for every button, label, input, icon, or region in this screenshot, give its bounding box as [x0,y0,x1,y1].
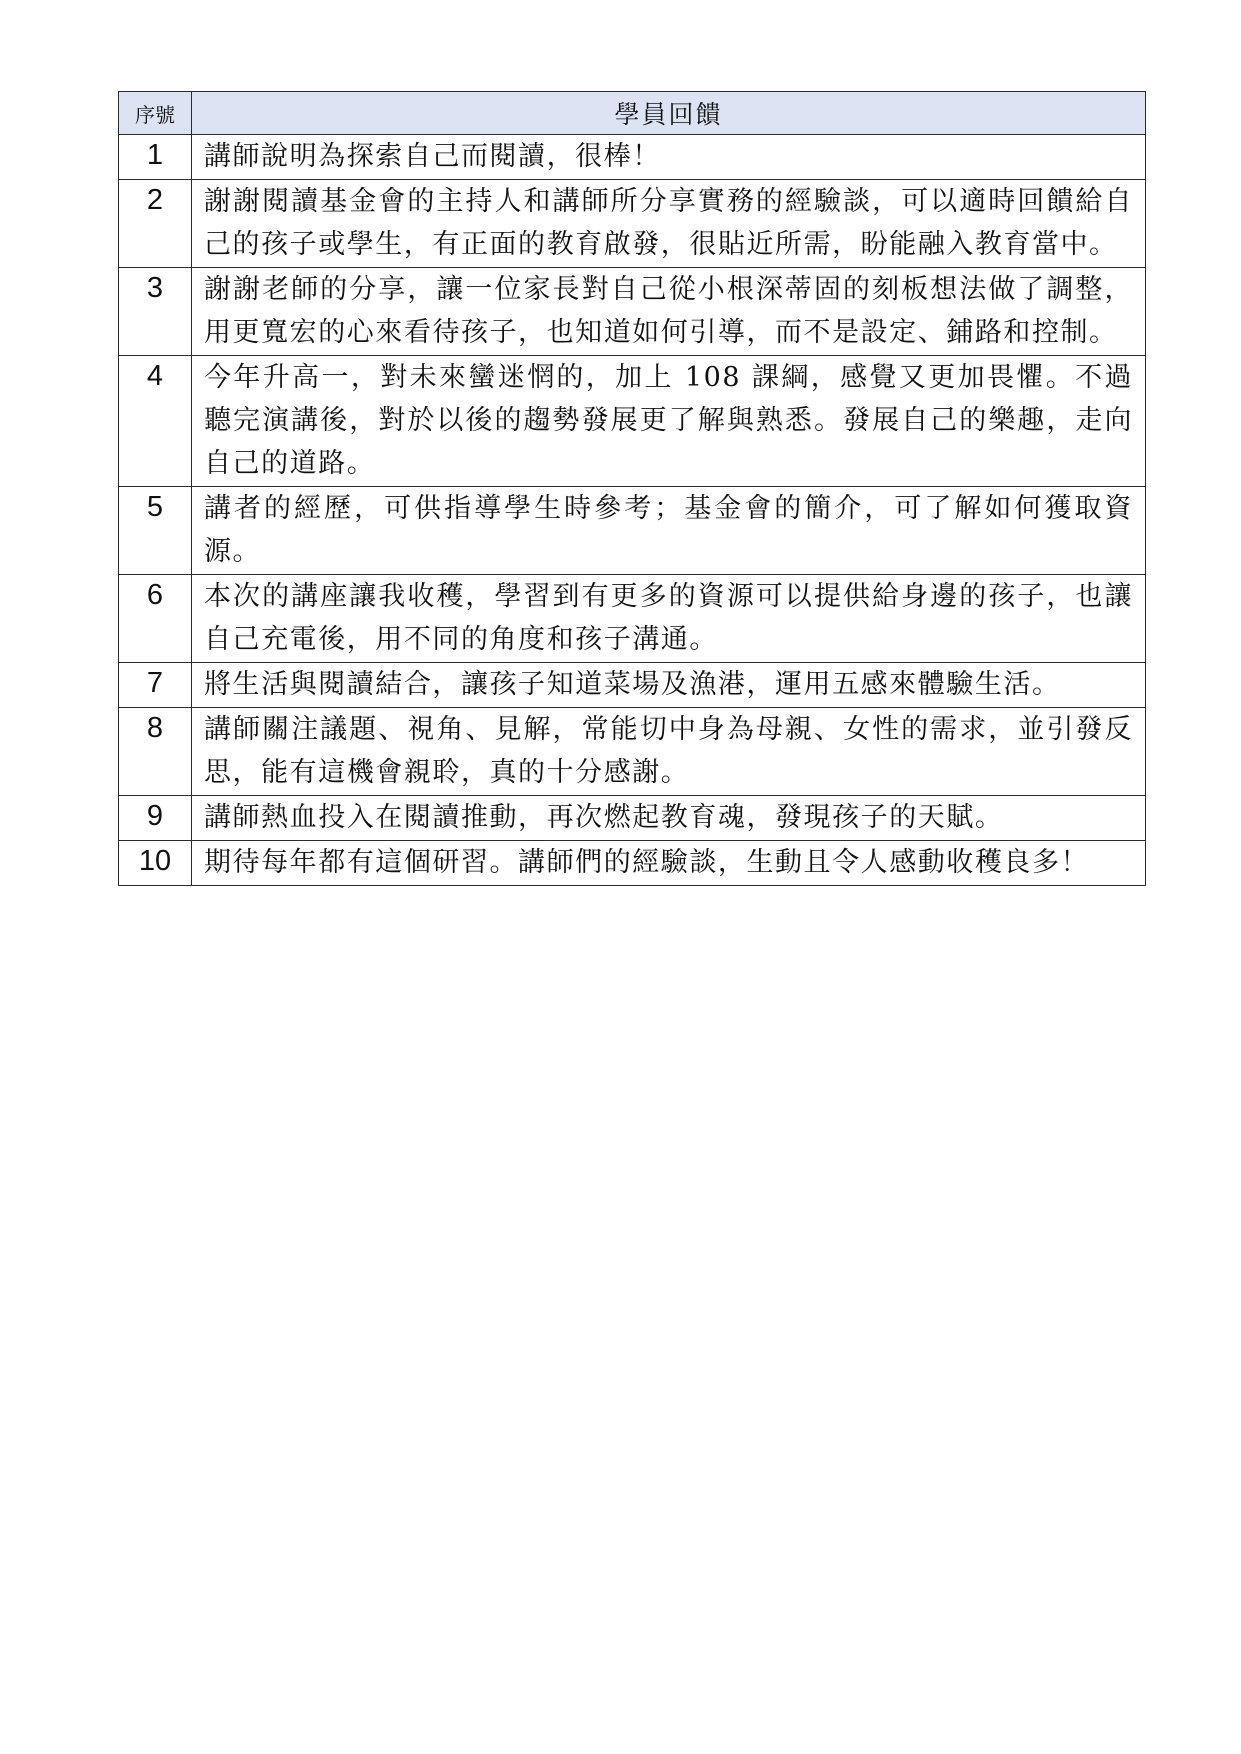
row-number: 6 [119,575,192,663]
row-feedback: 本次的講座讓我收穫，學習到有更多的資源可以提供給身邊的孩子，也讓自己充電後，用不同的角度和孩子溝通。 [192,575,1146,663]
row-number: 1 [119,135,192,180]
row-feedback: 講師說明為探索自己而閱讀，很棒！ [192,135,1146,180]
row-feedback: 期待每年都有這個研習。講師們的經驗談，生動且令人感動收穫良多！ [192,841,1146,886]
table-row [119,180,1146,268]
table-row [119,663,1146,708]
table-row [119,575,1146,663]
row-feedback: 今年升高一，對未來蠻迷惘的，加上 108 課綱，感覺又更加畏懼。不過聽完演講後，對於以後的趨勢發展更了解與熟悉。發展自己的樂趣，走向自己的道路。 [192,356,1146,487]
row-number: 9 [119,796,192,841]
table-row [119,487,1146,575]
table-row [119,356,1146,487]
feedback-table [118,91,1146,886]
table-header [119,92,1146,135]
header-feedback: 學員回饋 [192,92,1146,135]
table-body [119,135,1146,886]
table-row [119,841,1146,886]
table-row [119,135,1146,180]
row-number: 3 [119,268,192,356]
table-row [119,268,1146,356]
row-number: 7 [119,663,192,708]
row-feedback: 將生活與閱讀結合，讓孩子知道菜場及漁港，運用五感來體驗生活。 [192,663,1146,708]
row-feedback: 講者的經歷，可供指導學生時參考；基金會的簡介，可了解如何獲取資源。 [192,487,1146,575]
row-feedback: 講師關注議題、視角、見解，常能切中身為母親、女性的需求，並引發反思，能有這機會親聆，真的十分感謝。 [192,708,1146,796]
row-number: 2 [119,180,192,268]
row-number: 8 [119,708,192,796]
table-row [119,796,1146,841]
document-page [118,91,1145,886]
row-feedback: 謝謝老師的分享，讓一位家長對自己從小根深蒂固的刻板想法做了調整，用更寬宏的心來看待孩子，也知道如何引導，而不是設定、鋪路和控制。 [192,268,1146,356]
row-number: 4 [119,356,192,487]
row-number: 5 [119,487,192,575]
header-row [119,92,1146,135]
header-number: 序號 [119,92,192,135]
row-feedback: 講師熱血投入在閱讀推動，再次燃起教育魂，發現孩子的天賦。 [192,796,1146,841]
row-feedback: 謝謝閱讀基金會的主持人和講師所分享實務的經驗談，可以適時回饋給自己的孩子或學生，有正面的教育啟發，很貼近所需，盼能融入教育當中。 [192,180,1146,268]
row-number: 10 [119,841,192,886]
table-row [119,708,1146,796]
